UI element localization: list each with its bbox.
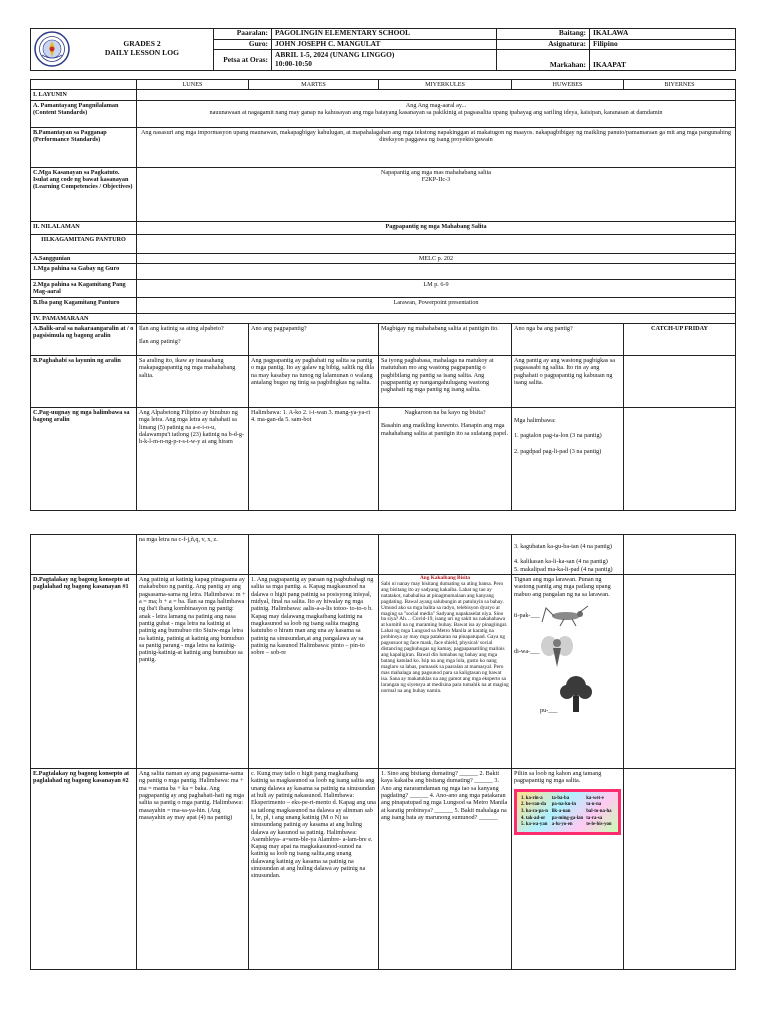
- e-label: E.Pagtalakay ng bagong konsepto at paglalahad ng bagong kasanayan #2: [31, 769, 137, 970]
- d-thursday-instr: Tignan ang mga larawan. Punan ng wastong pantig ang mga patlang upang mabuo ang pangalan ng na sa larawan.: [514, 576, 611, 598]
- pagganap-label: B.Pamantayan sa Pagganap (Performance Standards): [31, 127, 137, 167]
- paghahabi-thursday: Ang pantig ay ang wastong pagbigkas sa pagasasabi ng salita. Ito rin ay ang paghahati o pagpapantig ng kabuuan ng isang salita.: [512, 355, 624, 407]
- word-box-item: ta-u-na: [586, 802, 602, 808]
- pag-uugnay-tuesday: Halimbawa: 1. A-ko 2. i-i-wan 3. mang-ya-ya-ri 4. ma-gan-da 5. sam-bot: [249, 407, 379, 510]
- day-header-monday: LUNES: [137, 80, 249, 90]
- word-box-item: lik-a-nan: [551, 808, 571, 814]
- fairy-icon: [539, 634, 575, 670]
- pag-uugnay-wed-instr: Basahin ang maikling kuwento. Hanapin ang mga mahahabang salita at pantigin ito sa sulatang papel.: [381, 422, 509, 437]
- d-tuesday: 1. Ang pagpapantig ay paraan ng pagbubahagi ng salita sa mga pantig. a. Kapag magkasunod na dalawa o higit pang patinig sa posisyong inisyal, midyal, final na salita. Ito ay hiwalay ng mga patinig. Halimbawa: aalis-a-a-lis totoo- to-to-o b. Kapag may dalawang magkaibang katinig na magkasunod sa loob ng isang salita maging katutubo o hiram man ang una ay kasama sa patinig na sinusundan,at ang pangalawa ay sa patinig na kasunod Halimbawa: pinto – pin-to sobre – sob-re: [249, 575, 379, 769]
- picture-tree-row: [514, 674, 621, 714]
- d-label: D.Pagtalakay ng bagong konsepto at paglalahad ng bagong kasanayan #1: [31, 575, 137, 769]
- day-header-wednesday: MIYERKULES: [379, 80, 512, 90]
- story-title: Ang Kakaibang Bisita: [419, 575, 471, 581]
- day-header-friday: BIYERNES: [624, 80, 736, 90]
- d-wednesday: [379, 575, 512, 769]
- word-box-item: 5. ka-wa-yan: [521, 822, 548, 828]
- tree-icon: [558, 674, 594, 714]
- gabay-label: 1.Mga pahina sa Gabay ng Guro: [31, 263, 137, 279]
- pag-uugnay-wednesday: [379, 407, 512, 510]
- header-block: [30, 28, 736, 70]
- sanggunian-text: MELC p. 202: [137, 253, 736, 263]
- word-box-item: ta-ba-ba: [551, 795, 570, 801]
- kasanayan-code: F2KP-IIc-3: [421, 175, 451, 183]
- guro-label: Guro:: [214, 39, 272, 50]
- pamantayang-label: A. Pamantayang Pangnilalaman (Content Standards): [31, 100, 137, 127]
- word-box-item: ta-ra-sa: [586, 815, 603, 821]
- paghahabi-wednesday: Sa iyong pagbabasa, mahalaga na matukoy at matutuhan mo ang wastong pagpapantig o pagbibilang ng pantig sa isang salita. Ang pagpapantig ay nangangahulugang wastong paghahati ng mga pantig ng isang salita.: [379, 355, 512, 407]
- d-thursday: [512, 575, 624, 769]
- pag-uugnay-thu-ex1: 1. pagtalon pag-ta-lon (3 na pantig): [514, 432, 602, 440]
- iba-text: Larawan, Powerpoint presentation: [137, 297, 736, 313]
- sanggunian-label: A.Sanggunian: [31, 253, 137, 263]
- layunin-label: I. LAYUNIN: [31, 90, 137, 100]
- pag-uugnay-monday: Ang Alpabetong Filipino ay binubuo ng mga letra. Ang mga letra ay nahahati sa limang (5) patinig na a-e-i-o-u, dalawampu't tatlong (23) katinig na b-d-g-h-k-l-m-n-ng-p-r-s-t-w-y at ang hiram: [137, 407, 249, 510]
- pag-uugnay-thursday-cont: [512, 535, 624, 575]
- pamantayang-intro: Ang Ang mag-aaral ay...: [405, 101, 467, 109]
- lesson-table-page2: [30, 534, 736, 970]
- lesson-table-page1: [30, 79, 736, 511]
- balik-monday: [137, 323, 249, 355]
- word-box-item: 1. ka-rin-a: [521, 795, 543, 801]
- balik-thursday: Ano nga ba ang pantig?: [512, 323, 624, 355]
- paaralan-value: PAGOLINGIN ELEMENTARY SCHOOL: [272, 29, 497, 40]
- word-box-item: a-lu-yo-en: [551, 822, 573, 828]
- word-box-item: pa-na-ku-in: [551, 802, 577, 808]
- oras-value: 10:00-10:50: [275, 59, 312, 68]
- pag-uugnay-thu-ex3: 3. kagubatan ka-gu-ba-tan (4 na pantig): [514, 543, 612, 551]
- deped-seal-icon: [34, 31, 70, 67]
- petsa-cell: [272, 50, 497, 71]
- picture-word-3: pu-___: [540, 706, 558, 714]
- petsa-label: Petsa at Oras:: [214, 50, 272, 71]
- d-monday: Ang patinig at katinig kapag pinagsama ay makabubuo ng pantig. Ang pantig ay ang pagsasama-sama ng letra. Halimbawa: m + a = ma; b + a = ba. Ilan sa mga halimbawa ng iba't ibang kombinasyon ng pantig: anak - letra lamang na patinig ang nasa pantig gubat - mga letra na katinig at patinig ang bumubuo rito Siuiw-mga letra na katinig, patinig at katinig ang bumubuo sa pantig parang - mga letra na katinig-patinig-katinig-at katinig ang bumubuo sa pantig.: [137, 575, 249, 769]
- baitang-value: IKALAWA: [590, 29, 736, 40]
- picture-grasshopper-row: [514, 604, 621, 628]
- paghahabi-tuesday: Ang pagpapantig ay paghahati ng salita sa pantig o mga pantig. Ito ay galaw ng bibig, saltik ng dila na may kasabay na tunog ng lalamunan o walang antalang bugso ng tinig sa pagbibigkas ng salita.: [249, 355, 379, 407]
- kasanayan-text: [137, 167, 736, 221]
- paghahabi-monday: Sa araling ito, ikaw ay inaasahang makapagpapantig ng mga mahahabang salita.: [137, 355, 249, 407]
- balik-monday-q1: Ilan ang katinig sa ating alpabeto?: [139, 324, 224, 332]
- pag-uugnay-monday-cont: na mga letra na c-f-j,ñ,q, v, x, z.: [137, 535, 249, 575]
- header-title-cell: [31, 29, 214, 71]
- kagamitang-pahina-text: LM p. 6-9: [137, 279, 736, 297]
- word-box-item: pa-ming-ga-lan: [551, 815, 584, 821]
- pag-uugnay-label: C.Pag-uugnay ng mga halimbawa sa bagong aralin: [31, 407, 137, 510]
- pag-uugnay-thursday: [512, 407, 624, 510]
- kasanayan-desc: Napapantig ang mga mas mahahabang salita: [380, 168, 492, 176]
- word-box-item: ka-wet-e: [586, 795, 604, 801]
- pagganap-text: Ang nasasuri ang mga impormasyon upang maunawan, makapagbigay kahulugan, at mapahalagahan ang mga tekstong napakinggan at makatugon ng maayos. nakapagbibigay ng maikling panuto/pamamaraan ga mit ang mga pangunahing direksyon paggawa ng isang proyekto/gawain: [137, 127, 736, 167]
- balik-wednesday: Magbigay ng mahahabang salita at pantigin ito.: [379, 323, 512, 355]
- markahan-value: IKAAPAT: [590, 50, 736, 71]
- kagamitang-label: III.KAGAMITANG PANTURO: [31, 234, 137, 253]
- dll-title: DAILY LESSON LOG: [104, 48, 180, 57]
- word-box: [514, 789, 621, 835]
- balik-monday-q2: Ilan ang patinig?: [139, 338, 181, 346]
- word-box-item: te-le-bis-yon: [586, 822, 612, 828]
- day-header-thursday: HUWEBES: [512, 80, 624, 90]
- asignatura-label: Asignatura:: [497, 39, 590, 50]
- nilalaman-label: II. NILALAMAN: [31, 221, 137, 234]
- pamantayang-body: nauunawaan at nagagamit nang may ganap na kahusayan ang mga batayang kasanayan sa pakikinig at pagsasalita upang ipahayag ang sariling ideya, kaisipan, karanasan at damdamin: [209, 108, 663, 116]
- e-tuesday: c. Kung may tatlo o higit pang magkaibang katinig sa magkasunod sa loob ng isang salita ang unang dalawa ay kasama sa patinig na sinusundan at huli ay patinig nakasunod. Halimbawa: Eksperimento – eks-pe-ri-mento d. Kapag ang una sa tatlong magkasunod na dalawa ay alinman sab l, br, pl, t ang unang katinig (M o N) sa sinusundang patinig ay kasama at ang huling dalawa ay kasunod sa patinig. Halimbawa: Asembleya- a=sem-ble-ya Alambre- a-lam-bre e. Kapag may apat na magkakasunod-sunod na katinig sa loob ng isang salita,ang unang dalawang katinig ay kasama sa patinig na sinusundan at ang huling dalawa ay patinig na sinusundan.: [249, 769, 379, 970]
- iba-label: B.Iba pang Kagamitang Panturo: [31, 297, 137, 313]
- markahan-label: Markahan:: [497, 50, 590, 71]
- pag-uugnay-thu-head: Mga halimbawa:: [514, 416, 556, 424]
- word-box-item: 3. ha-ra-pa-n: [521, 808, 548, 814]
- paaralan-label: Paaralan:: [214, 29, 272, 40]
- e-monday: Ang salita naman ay ang pagsasama-sama ng pantig o mga pantig. Halimbawa: ma + ma = mama ba + ka = baka. Ang pagpapantig ay ang paghahati-hati ng mga salita sa pantig o mga pantig. Halimbawa: masayahin = ma-sa-ya-hin. (Ang masayahin ay may apat (4) na pantig): [137, 769, 249, 970]
- grade-title: GRADES 2: [123, 39, 161, 48]
- kasanayan-label: C.Mga Kasanayan sa Pagkatuto. Isulat ang code ng bawat kasanayan (Learning Competencies / Objectives): [31, 167, 137, 221]
- pag-uugnay-thu-ex2: 2. pagdpad pag-li-pad (3 na pantig): [514, 447, 602, 455]
- pag-uugnay-wed-q: Nagkaroon na ba kayo ng bisita?: [404, 408, 486, 416]
- picture-word-1: ti-pak-___: [514, 612, 540, 620]
- paghahabi-label: B.Paghahabi sa layunin ng aralin: [31, 355, 137, 407]
- kagamitang-pahina-label: 2.Mga pahina sa Kagamitang Pang Mag-aaral: [31, 279, 137, 297]
- e-thursday-instr: Piliin sa loob ng kahon ang tamang pagpapantig ng mga salita.: [514, 770, 602, 785]
- day-header-tuesday: MARTES: [249, 80, 379, 90]
- pag-uugnay-thu-ex4: 4. kalikasan ka-li-ka-san (4 na pantig): [514, 558, 608, 566]
- e-thursday: [512, 769, 624, 970]
- picture-fairy-row: [514, 634, 621, 670]
- petsa-value: ABRIL 1-5, 2024 (UNANG LINGGO): [275, 50, 395, 60]
- balik-label: A.Balik-aral sa nakaraangaralin at / o pagsisimula ng bagong aralin: [31, 323, 137, 355]
- story-text: Sabi ni nanay may bisitang dumating sa ating bansa. Pero ang bisitang ito ay sadyang kakaiba. Lahat ng tao ay natatakot, nababalisa at pinagmumalaan ang kanyang pagdating. Bawal ayang salubungin at patuluyin sa bahay. Umuod ako sa mga balita sa radyo, telebisyon dyaryo at maging sa "social media" Sadyang napakaselat niya. Sino ba siya? Ah… Covid-19, isang uri ng sakit na nakahahawa at kumitil na ng maraming buhay. Bawat isa ay pinagiingat. Lahat ng mga Lungsod sa Metro Manila at karatig na probinsya ay may mga patakaran na pinapatupad. Gaya ng pagsusuot ng face mask, face shield, physical/ social distancing paghuhugas ng kamay, pagpapanatiling malinis ang kapaligiran. Bawal din lumabas ng bahay ang mga batang katulad ko. Isip na ang mga lola, gusto ko nang maglaro sa labas, pumasok sa paaralan at mamasyal. Pero mas mahalaga ang pagsunod para sa kaligtasan ng bawat isa. Sana ay makatuklas na ang gamot ang mga eksperto sa larangan ng siyensya at medisina para tumahik na at maging normal na ang buhay namin.: [381, 580, 509, 694]
- grasshopper-icon: [540, 604, 590, 628]
- pag-uugnay-thu-ex5: 5. makalipad ma-ka-li-pad (4 na pantig): [514, 565, 613, 573]
- balik-friday: CATCH-UP FRIDAY: [624, 323, 736, 355]
- pamantayang-text: [137, 100, 736, 127]
- guro-value: JOHN JOSEPH C. MANGULAT: [272, 39, 497, 50]
- picture-word-2: di-wa-___: [514, 648, 540, 656]
- balik-tuesday: Ano ang pagpapantig?: [249, 323, 379, 355]
- word-box-item: 4. tak-ad-or: [521, 815, 546, 821]
- nilalaman-text: Pagpapantig ng mga Mahabang Salita: [137, 221, 736, 234]
- asignatura-value: Filipino: [590, 39, 736, 50]
- pamamaraan-label: IV. PAMAMARAAN: [31, 313, 137, 323]
- e-wednesday: 1. Sino ang bisitang dumating? ______ 2. Bakit kaya kakaiba ang bisitang dumating? ______ 3. Ano ang nararamdaman ng mga tao sa kanyang pagdating? ______ 4. Ano-ano ang mga patakaran ang pinapatupad ng mga Lungsod sa Metro Manila at karatig probinsya? ______ 5. Bakit mahalaga na ang isang bata ay marunong sumunod? ______: [379, 769, 512, 970]
- baitang-label: Baitang:: [497, 29, 590, 40]
- word-box-item: 2. be-ran-da: [521, 802, 547, 808]
- word-box-item: bal-to-na-ha: [586, 808, 612, 814]
